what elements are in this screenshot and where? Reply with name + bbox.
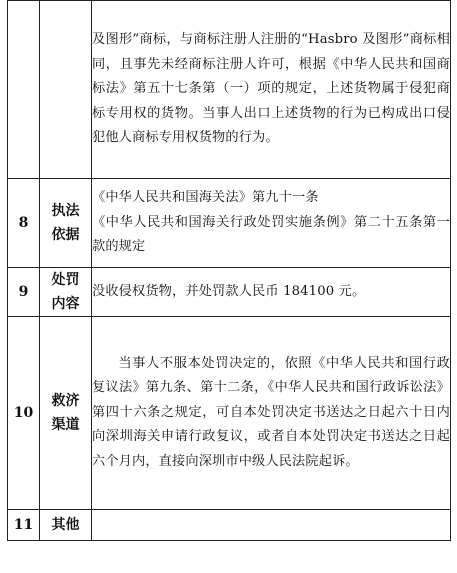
remedy-text: 当事人不服本处罚决定的，依照《中华人民共和国行政复议法》第九条、第十二条，《中华人民共和国行政诉讼法》第四十六条之规定，可自本处罚决定书送达之日起六十日内向深圳海关申请行政复议，或者自本处罚决定书送达之日起六个月内，直接向深圳市中级人民法院起诉。: [92, 355, 450, 469]
row-content: [92, 179, 451, 268]
row-heading: [40, 1, 92, 179]
facts-text: 及图形”商标，与商标注册人注册的“Hasbro 及图形”商标相同，且事先未经商标注册人许可，根据《中华人民共和国商标法》第五十七条第（一）项的规定，上述货物属于侵犯商标专用权的货物。当事人出口上述货物的行为已构成出口侵犯他人商标专用权货物的行为。: [92, 32, 450, 146]
row-number: 9: [8, 268, 40, 317]
table-row: [8, 1, 451, 179]
legal-basis-line: 《中华人民共和国海关行政处罚实施条例》第二十五条第一款的规定: [92, 214, 450, 255]
penalty-text: 没收侵权货物，并处罚款人民币 184100 元。: [92, 283, 366, 299]
row-number: 10: [8, 317, 40, 510]
row-content: [92, 268, 451, 317]
heading-line: 处罚: [51, 272, 80, 288]
row-heading: [40, 317, 92, 510]
row-heading: [40, 268, 92, 317]
heading-line: 救济: [51, 393, 80, 409]
table-row: [8, 317, 451, 510]
row-content: [92, 317, 451, 510]
heading-line: 内容: [51, 296, 80, 312]
penalty-decision-table: [7, 0, 451, 541]
table-row: [8, 268, 451, 317]
row-content: [92, 1, 451, 179]
table-row: [8, 179, 451, 268]
row-heading: [40, 179, 92, 268]
row-content: [92, 510, 451, 541]
table-row: [8, 510, 451, 541]
legal-basis-line: 《中华人民共和国海关法》第九十一条: [92, 190, 319, 206]
row-number: 8: [8, 179, 40, 268]
row-number: [8, 1, 40, 179]
row-heading: 其他: [40, 510, 92, 541]
row-number: 11: [8, 510, 40, 541]
heading-line: 渠道: [51, 417, 80, 433]
heading-line: 依据: [51, 227, 80, 243]
heading-line: 执法: [51, 203, 80, 219]
